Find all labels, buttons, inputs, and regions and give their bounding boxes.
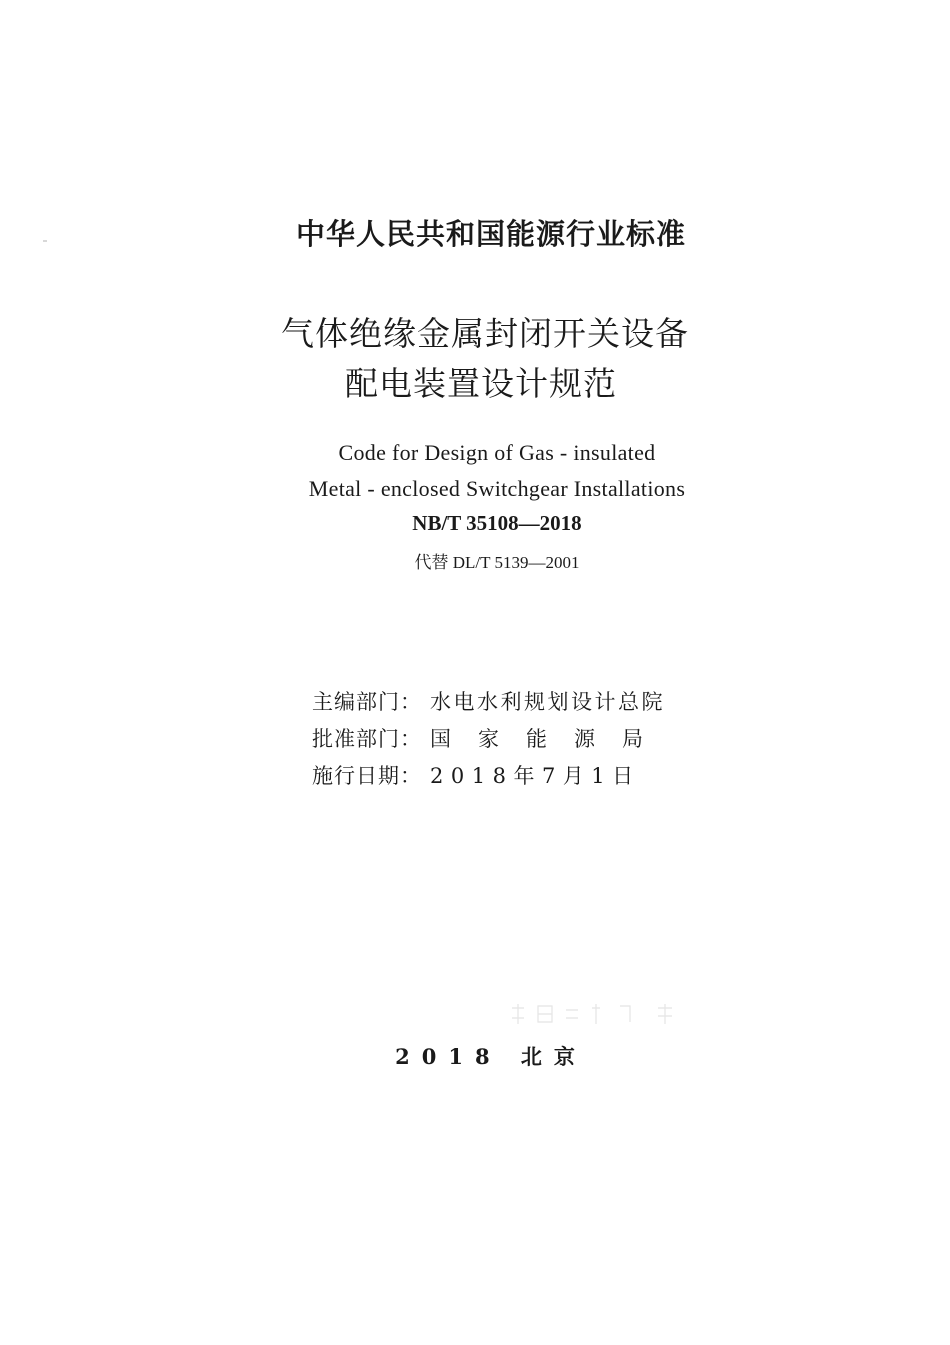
editor-label: 主编部门： <box>312 690 422 714</box>
faint-stamp-mark <box>508 1000 683 1028</box>
editor-row <box>312 686 665 716</box>
approver-value: 国家能源局 <box>430 727 670 751</box>
effective-date-value: 2018年7月1日 <box>430 764 641 788</box>
approver-row <box>312 723 670 753</box>
english-title-line-2: Metal - enclosed Switchgear Installations <box>308 476 686 501</box>
editor-value: 水电水利规划设计总院 <box>430 690 665 714</box>
chinese-title-line-1: 气体绝缘金属封闭开关设备 <box>281 314 689 353</box>
effective-date-label: 施行日期： <box>312 764 422 788</box>
effective-date-row <box>312 760 641 790</box>
chinese-title-line-2: 配电装置设计规范 <box>345 364 617 403</box>
approver-label: 批准部门： <box>312 727 422 751</box>
english-title-line-1: Code for Design of Gas - insulated <box>338 440 656 465</box>
organization-standard-heading: 中华人民共和国能源行业标准 <box>295 217 686 251</box>
publication-year-place: 2018 北京 <box>395 1044 587 1069</box>
standard-number: NB/T 35108—2018 <box>412 511 582 535</box>
replaces-standard: 代替 DL/T 5139—2001 <box>414 553 580 572</box>
